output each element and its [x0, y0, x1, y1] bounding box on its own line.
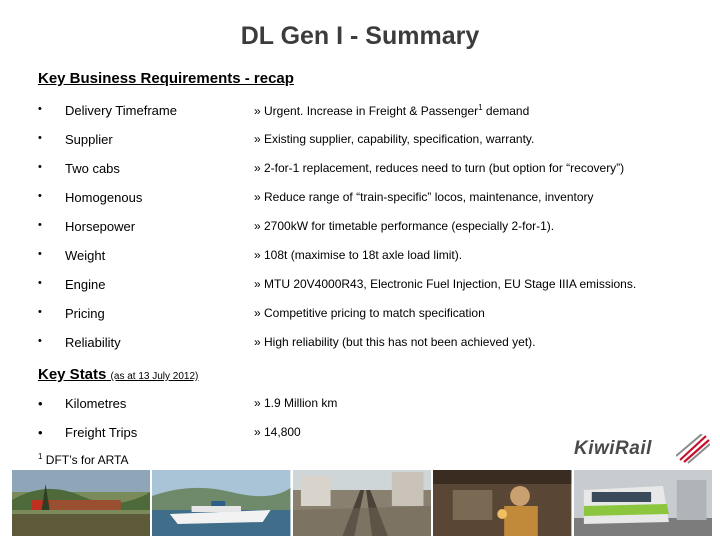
requirement-value: » High reliability (but this has not been achieved yet). [254, 335, 536, 349]
list-item [0, 132, 720, 154]
stat-value: » 1.9 Million km [254, 396, 338, 410]
list-item [0, 396, 720, 418]
bullet-icon: • [38, 190, 42, 202]
bullet-icon: • [38, 425, 43, 440]
bullet-icon: • [38, 248, 42, 260]
requirement-value: » 2700kW for timetable performance (especially 2-for-1). [254, 219, 555, 233]
bullet-icon: • [38, 396, 43, 411]
commuter-train-photo [574, 470, 712, 536]
bullet-icon: • [38, 277, 42, 289]
bullet-icon: • [38, 306, 42, 318]
requirement-label: Weight [65, 248, 106, 263]
bullet-icon: • [38, 103, 42, 115]
bullet-icon: • [38, 161, 42, 173]
stat-label: Kilometres [65, 396, 127, 411]
requirement-value: » Reduce range of “train-specific” locos, maintenance, inventory [254, 190, 594, 204]
requirement-label: Homogenous [65, 190, 143, 205]
section-heading-requirements: Key Business Requirements - recap [38, 70, 294, 87]
list-item [0, 190, 720, 212]
footnote: $^1$ DFT’s for ARTA [38, 452, 129, 467]
kiwirail-logo [574, 434, 710, 464]
bullet-icon: • [38, 132, 42, 144]
freight-train-photo [12, 470, 150, 536]
bullet-icon: • [38, 335, 42, 347]
list-item [0, 335, 720, 357]
requirement-label: Engine [65, 277, 106, 292]
workshop-worker-photo [433, 470, 571, 536]
logo-wordmark: KiwiRail [574, 438, 652, 459]
section-heading-stats: Key Stats (as at 13 July 2012) [38, 366, 199, 383]
ferry-photo [152, 470, 290, 536]
logo-stripes-icon [676, 434, 710, 464]
requirement-label: Supplier [65, 132, 113, 147]
rail-track-photo [293, 470, 431, 536]
list-item [0, 277, 720, 299]
requirement-label: Pricing [65, 306, 105, 321]
list-item [0, 103, 720, 125]
list-item [0, 306, 720, 328]
bullet-icon: • [38, 219, 42, 231]
stat-label: Freight Trips [65, 425, 138, 440]
stat-value: » 14,800 [254, 425, 301, 439]
requirement-value: » 2-for-1 replacement, reduces need to turn (but option for “recovery”) [254, 161, 625, 175]
stats-date-note: (as at 13 July 2012) [110, 371, 199, 382]
page-title: DL Gen I - Summary [240, 22, 480, 50]
list-item [0, 248, 720, 270]
requirement-label: Delivery Timeframe [65, 103, 177, 118]
requirement-value: » 108t (maximise to 18t axle load limit). [254, 248, 463, 262]
requirement-value: » Competitive pricing to match specification [254, 306, 485, 320]
requirement-label: Reliability [65, 335, 121, 350]
photo-strip [12, 470, 712, 536]
list-item [0, 219, 720, 241]
requirement-value: » Existing supplier, capability, specification, warranty. [254, 132, 535, 146]
requirement-label: Two cabs [65, 161, 120, 176]
list-item [0, 161, 720, 183]
requirement-label: Horsepower [65, 219, 136, 234]
requirement-value: » MTU 20V4000R43, Electronic Fuel Injection, EU Stage IIIA emissions. [254, 277, 637, 291]
requirement-value: » Urgent. Increase in Freight & Passenger$^1$ demand [254, 103, 530, 118]
